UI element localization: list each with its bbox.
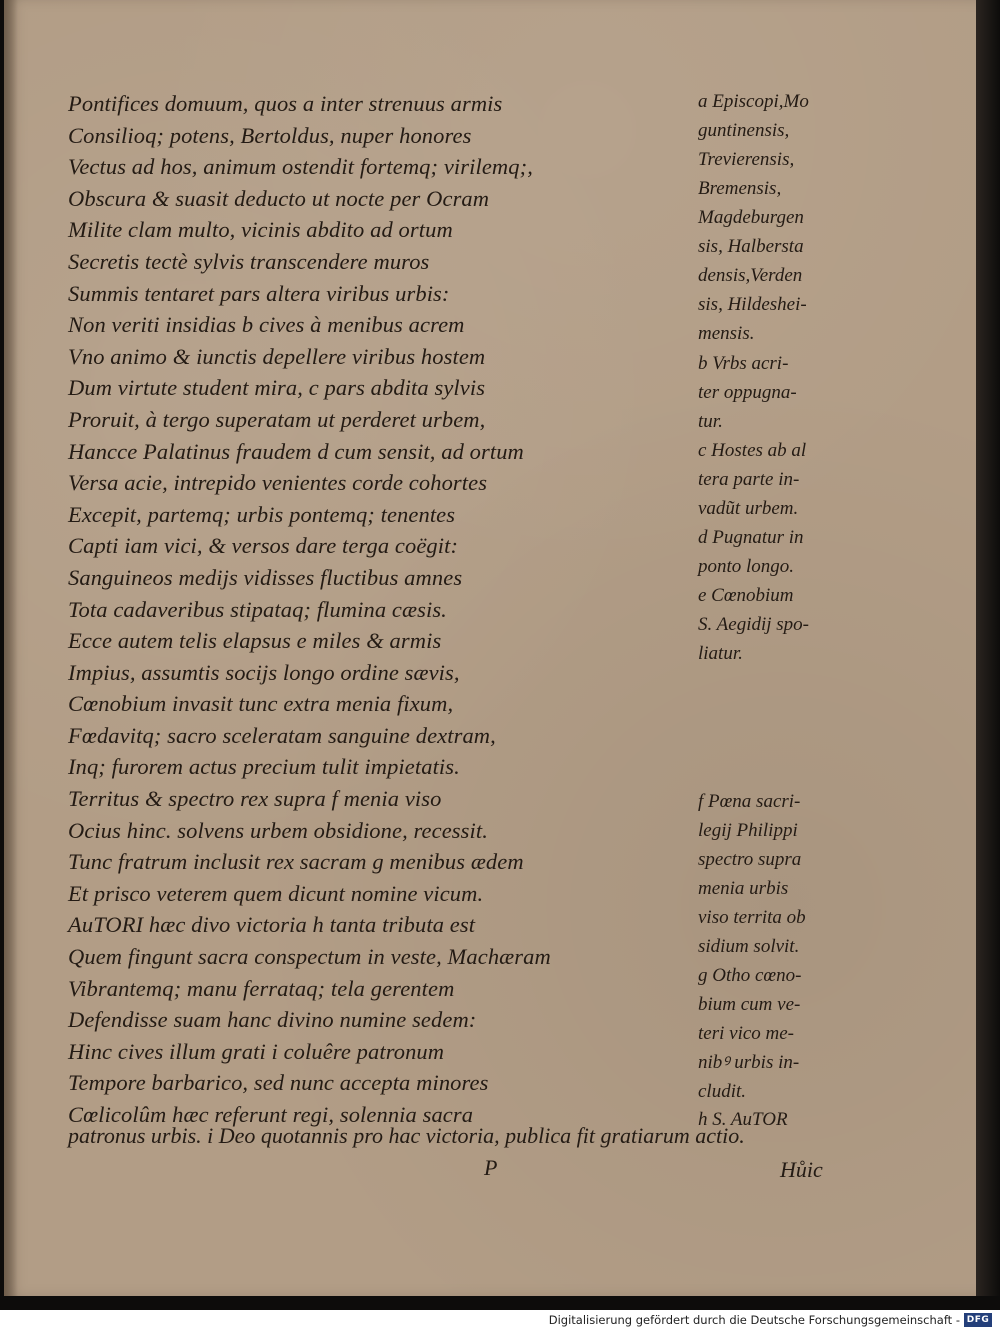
margin-note-line: d Pugnatur in xyxy=(698,527,804,548)
verse-line: Hancce Palatinus fraudem d cum sensit, ad ortum xyxy=(68,438,524,464)
margin-note-line: a Episcopi,Mo xyxy=(698,91,809,112)
verse-line: Et prisco veterem quem dicunt nomine vicum. xyxy=(68,880,484,906)
verse-line: Ecce autem telis elapsus e miles & armis xyxy=(68,628,442,654)
margin-note-line: spectro supra xyxy=(698,849,802,870)
margin-note-line: nibꝰ urbis in- xyxy=(698,1052,800,1073)
margin-note-line: vadũt urbem. xyxy=(698,498,799,519)
verse-line: Summis tentaret pars altera viribus urbis: xyxy=(68,280,450,306)
verse-line: Impius, assumtis socijs longo ordine sævis, xyxy=(68,659,460,685)
verse-line: Milite clam multo, vicinis abdito ad ortum xyxy=(68,217,453,243)
verse-line: AuTORI hæc divo victoria h tanta tributa est xyxy=(68,912,476,938)
verse-line: Defendisse suam hanc divino numine sedem: xyxy=(68,1007,477,1033)
margin-note-line: tera parte in- xyxy=(698,469,800,490)
margin-note-line: guntinensis, xyxy=(698,120,790,141)
margin-note-line: h S. AuTOR xyxy=(698,1109,788,1130)
margin-note-line: S. Aegidij spo- xyxy=(698,614,810,635)
verse-line: Vibrantemq; manu ferrataq; tela gerentem xyxy=(68,975,455,1001)
verse-line: Hinc cives illum grati i coluêre patronum xyxy=(68,1038,445,1064)
page-edge-strip xyxy=(976,0,1000,1296)
margin-note-line: ter oppugna- xyxy=(698,382,797,403)
verse-line: Cœlicolûm hæc referunt regi, solennia sacra xyxy=(68,1102,474,1127)
main-verse-text xyxy=(68,88,688,1131)
margin-note-line: Trevierensis, xyxy=(698,149,795,170)
margin-note-line: sidium solvit. xyxy=(698,936,800,957)
verse-line: Pontifices domuum, quos a inter strenuus armis xyxy=(68,91,503,116)
verse-line: Capti iam vici, & versos dare terga coëgit: xyxy=(68,533,459,559)
margin-note-line: e Cœnobium xyxy=(698,585,794,606)
margin-note-line: bium cum ve- xyxy=(698,994,801,1015)
margin-note-line: sis, Halbersta xyxy=(698,236,804,257)
verse-line: Proruit, à tergo superatam ut perderet urbem, xyxy=(68,406,486,432)
margin-note-line: c Hostes ab al xyxy=(698,440,807,461)
verse-line: Tunc fratrum inclusit rex sacram g menibus ædem xyxy=(68,849,524,875)
verse-line: Vno animo & iunctis depellere viribus hostem xyxy=(68,343,486,369)
verse-line: Tota cadaveribus stipataq; flumina cæsis. xyxy=(68,596,447,622)
margin-note-line: densis,Verden xyxy=(698,265,803,286)
verse-line: Secretis tectè sylvis transcendere muros xyxy=(68,248,430,274)
verse-line: Cœnobium invasit tunc extra menia fixum, xyxy=(68,691,454,717)
signature-mark: P xyxy=(484,1155,498,1180)
verse-line: Non veriti insidias b cives à menibus acrem xyxy=(68,312,465,338)
margin-note-line: viso territa ob xyxy=(698,907,806,928)
verse-line: Fœdavitq; sacro sceleratam sanguine dextram, xyxy=(68,722,496,748)
margin-note-line: liatur. xyxy=(698,643,743,664)
margin-note-line: Magdeburgen xyxy=(698,207,804,228)
page-gutter-shadow xyxy=(4,0,18,1296)
margin-note-line: f Pœna sacri- xyxy=(698,791,801,812)
catchword: Hůic xyxy=(780,1157,823,1182)
margin-note-line: menia urbis xyxy=(698,878,789,899)
margin-note-line: b Vrbs acri- xyxy=(698,353,789,374)
margin-note-line: legij Philippi xyxy=(698,820,798,841)
margin-note-line: tur. xyxy=(698,411,723,432)
margin-note-line: g Otho cœno- xyxy=(698,965,802,986)
margin-note-line: teri vico me- xyxy=(698,1023,795,1044)
verse-line: Ocius hinc. solvens urbem obsidione, recessit. xyxy=(68,817,488,843)
verse-line: Excepit, partemq; urbis pontemq; tenentes xyxy=(68,501,456,527)
verse-line: Obscura & suasit deducto ut nocte per Ocram xyxy=(68,185,490,211)
margin-note-line: mensis. xyxy=(698,323,755,344)
margin-note-line: ponto longo. xyxy=(698,556,795,577)
verse-line: Territus & spectro rex supra f menia viso xyxy=(68,786,442,812)
margin-note-line: sis, Hildeshei- xyxy=(698,294,807,315)
verse-line: Versa acie, intrepido venientes corde cohortes xyxy=(68,470,488,496)
verse-line: Quem fingunt sacra conspectum in veste, Machæram xyxy=(68,944,551,970)
verse-line: Inq; furorem actus precium tulit impietatis. xyxy=(68,754,460,780)
dfg-logo: DFG xyxy=(964,1313,992,1327)
verse-line: Tempore barbarico, sed nunc accepta minores xyxy=(68,1070,489,1096)
footnote-line: patronus urbis. i Deo quotannis pro hac victoria, publica fit gratiarum actio. xyxy=(68,1123,745,1148)
verse-line: Dum virtute student mira, c pars abdita sylvis xyxy=(68,375,486,401)
verse-line: Consilioq; potens, Bertoldus, nuper honores xyxy=(68,122,472,148)
margin-note-line: Bremensis, xyxy=(698,178,782,199)
verse-line: Vectus ad hos, animum ostendit fortemq; virilemq;, xyxy=(68,154,533,180)
margin-note-line: cludit. xyxy=(698,1081,747,1102)
footer-credit: Digitalisierung gefördert durch die Deutsche Forschungsgemeinschaft - xyxy=(548,1313,960,1327)
verse-line: Sanguineos medijs vidisses fluctibus amnes xyxy=(68,564,463,590)
